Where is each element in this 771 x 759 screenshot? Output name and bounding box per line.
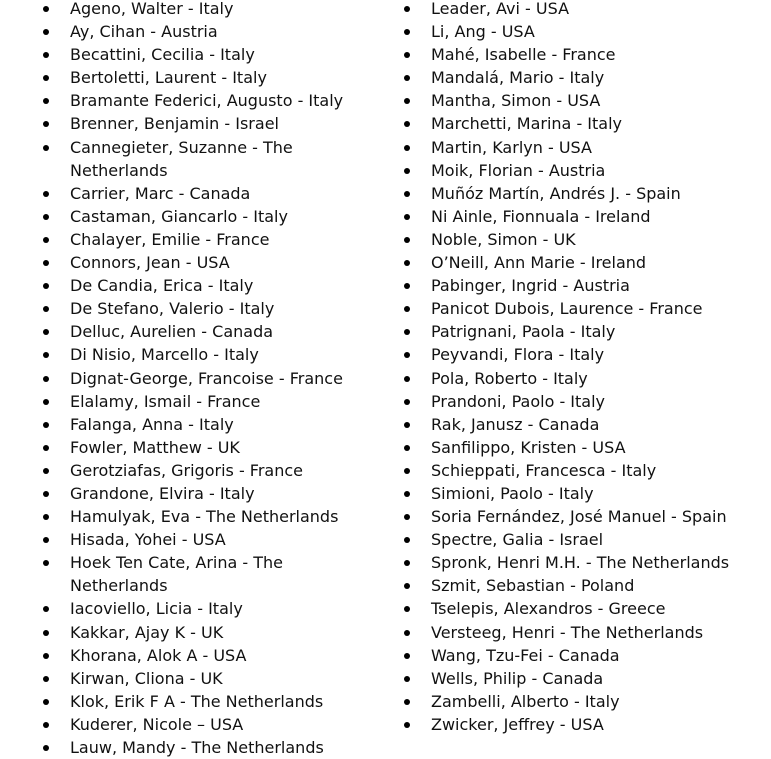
list-item: Soria Fernández, José Manuel - Spain xyxy=(402,505,762,528)
list-item: Hoek Ten Cate, Arina - The Netherlands xyxy=(41,551,381,597)
list-item: Prandoni, Paolo - Italy xyxy=(402,390,762,413)
list-item: Kuderer, Nicole – USA xyxy=(41,713,381,736)
list-item: Dignat-George, Francoise - France xyxy=(41,367,381,390)
list-item: Noble, Simon - UK xyxy=(402,228,762,251)
list-item: Li, Ang - USA xyxy=(402,20,762,43)
list-item: Brenner, Benjamin - Israel xyxy=(41,112,381,135)
list-item: Kirwan, Cliona - UK xyxy=(41,667,381,690)
list-item: Mahé, Isabelle - France xyxy=(402,43,762,66)
list-item: Tselepis, Alexandros - Greece xyxy=(402,597,762,620)
list-item: Sanfilippo, Kristen - USA xyxy=(402,436,762,459)
list-item: Wang, Tzu-Fei - Canada xyxy=(402,644,762,667)
list-item: Pabinger, Ingrid - Austria xyxy=(402,274,762,297)
list-item: Marchetti, Marina - Italy xyxy=(402,112,762,135)
list-item: Rak, Janusz - Canada xyxy=(402,413,762,436)
list-item: Szmit, Sebastian - Poland xyxy=(402,574,762,597)
list-item: Chalayer, Emilie - France xyxy=(41,228,381,251)
list-item: Zwicker, Jeffrey - USA xyxy=(402,713,762,736)
list-item: Ay, Cihan - Austria xyxy=(41,20,381,43)
list-item: Bramante Federici, Augusto - Italy xyxy=(41,89,381,112)
list-item: Elalamy, Ismail - France xyxy=(41,390,381,413)
list-item: Klok, Erik F A - The Netherlands xyxy=(41,690,381,713)
list-item: Fowler, Matthew - UK xyxy=(41,436,381,459)
list-item: Connors, Jean - USA xyxy=(41,251,381,274)
list-item: Pola, Roberto - Italy xyxy=(402,367,762,390)
list-item: Spronk, Henri M.H. - The Netherlands xyxy=(402,551,762,574)
list-item: Bertoletti, Laurent - Italy xyxy=(41,66,381,89)
list-item: Iacoviello, Licia - Italy xyxy=(41,597,381,620)
list-item: Hamulyak, Eva - The Netherlands xyxy=(41,505,381,528)
list-item: O’Neill, Ann Marie - Ireland xyxy=(402,251,762,274)
list-item: Lauw, Mandy - The Netherlands xyxy=(41,736,381,759)
list-item: Mantha, Simon - USA xyxy=(402,89,762,112)
list-item: Khorana, Alok A - USA xyxy=(41,644,381,667)
participant-list-right xyxy=(402,0,762,736)
list-item: Grandone, Elvira - Italy xyxy=(41,482,381,505)
list-item: Muñóz Martín, Andrés J. - Spain xyxy=(402,182,762,205)
list-item: Gerotziafas, Grigoris - France xyxy=(41,459,381,482)
list-item: Simioni, Paolo - Italy xyxy=(402,482,762,505)
list-item: Martin, Karlyn - USA xyxy=(402,136,762,159)
list-item: Falanga, Anna - Italy xyxy=(41,413,381,436)
list-item: Hisada, Yohei - USA xyxy=(41,528,381,551)
list-item: Schieppati, Francesca - Italy xyxy=(402,459,762,482)
list-item: Peyvandi, Flora - Italy xyxy=(402,343,762,366)
list-item: Becattini, Cecilia - Italy xyxy=(41,43,381,66)
list-item: Carrier, Marc - Canada xyxy=(41,182,381,205)
list-item: Ageno, Walter - Italy xyxy=(41,0,381,20)
list-item: Spectre, Galia - Israel xyxy=(402,528,762,551)
list-item: Di Nisio, Marcello - Italy xyxy=(41,343,381,366)
list-item: Castaman, Giancarlo - Italy xyxy=(41,205,381,228)
list-item: Wells, Philip - Canada xyxy=(402,667,762,690)
participant-list-left xyxy=(41,0,381,759)
list-item: Delluc, Aurelien - Canada xyxy=(41,320,381,343)
list-item: Panicot Dubois, Laurence - France xyxy=(402,297,762,320)
list-item: De Candia, Erica - Italy xyxy=(41,274,381,297)
list-item: De Stefano, Valerio - Italy xyxy=(41,297,381,320)
list-item: Versteeg, Henri - The Netherlands xyxy=(402,621,762,644)
list-item: Ni Ainle, Fionnuala - Ireland xyxy=(402,205,762,228)
list-item: Zambelli, Alberto - Italy xyxy=(402,690,762,713)
list-item: Patrignani, Paola - Italy xyxy=(402,320,762,343)
list-item: Moik, Florian - Austria xyxy=(402,159,762,182)
list-item: Cannegieter, Suzanne - The Netherlands xyxy=(41,136,310,182)
list-item: Mandalá, Mario - Italy xyxy=(402,66,762,89)
list-item: Kakkar, Ajay K - UK xyxy=(41,621,381,644)
list-item: Leader, Avi - USA xyxy=(402,0,762,20)
